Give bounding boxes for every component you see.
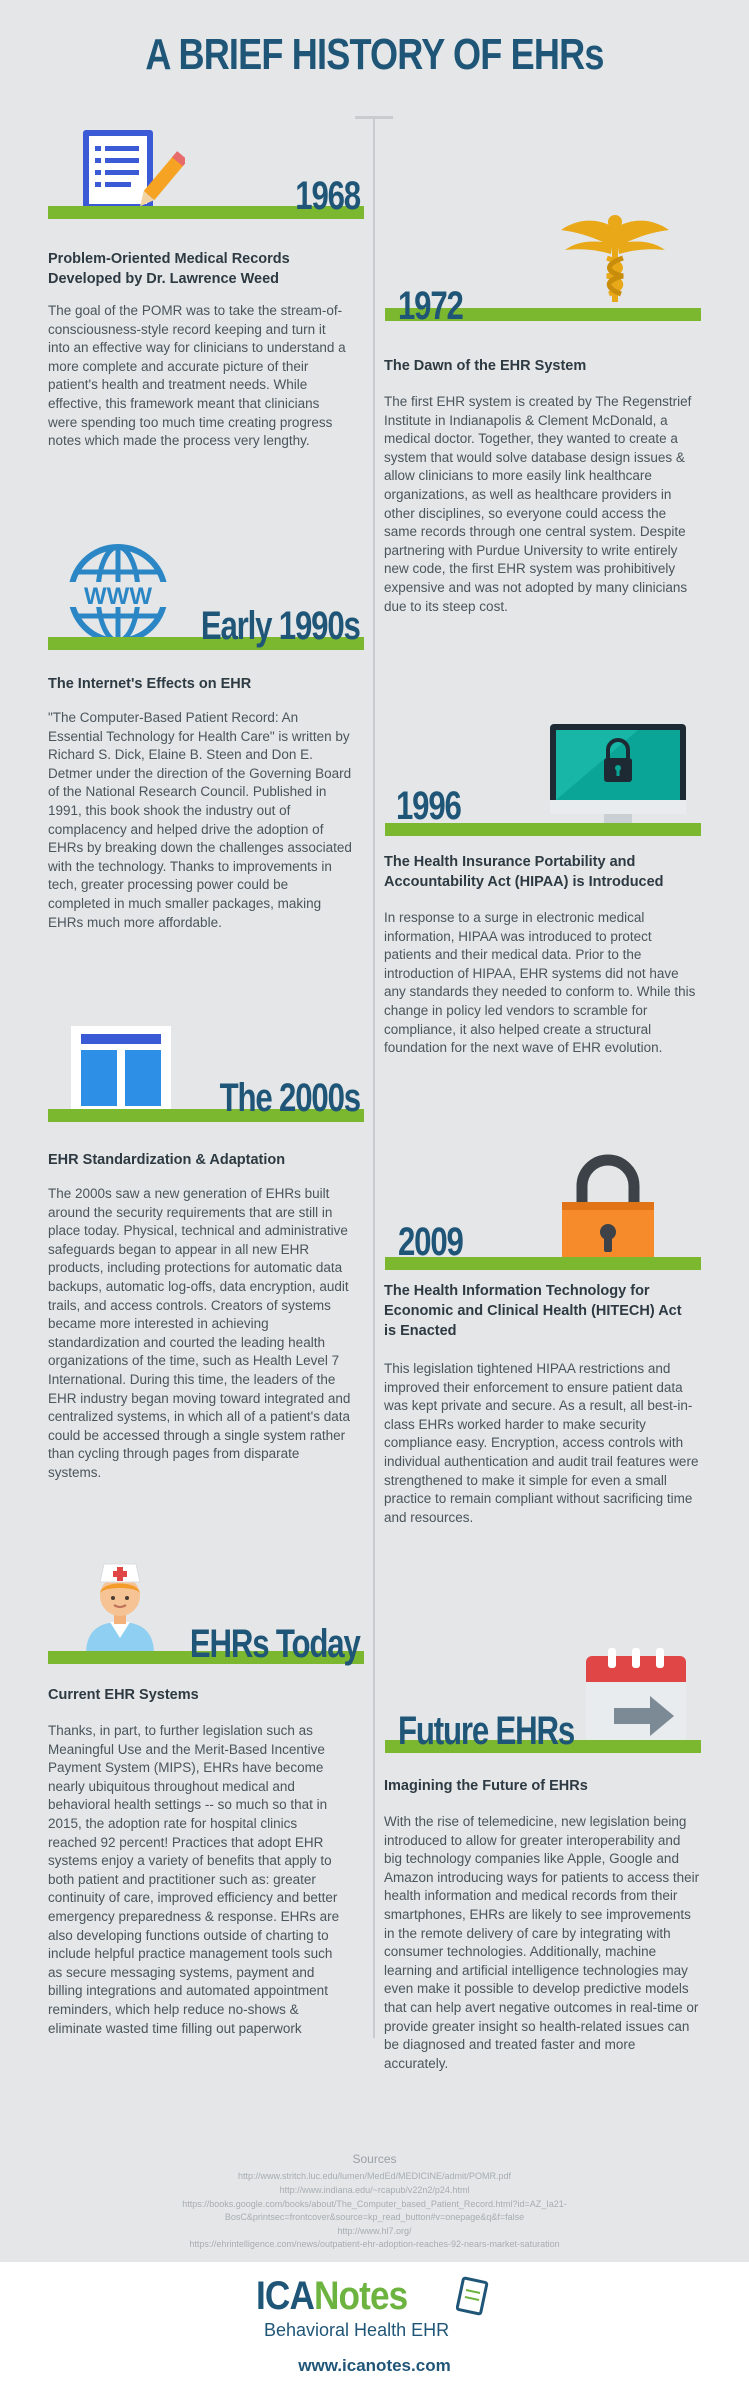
source-link[interactable]: http://www.indiana.edu/~rcapub/v22n2/p24.html [279, 2185, 470, 2195]
section-heading-1996: The Health Insurance Portability and Accountability Act (HIPAA) is Introduced [384, 854, 664, 890]
year-label-future: Future EHRs [398, 1709, 575, 1753]
nurse-icon [72, 1558, 168, 1654]
logo-tagline: Behavioral Health EHR [264, 2320, 450, 2340]
section-body-1972: The first EHR system is created by The Regenstrief Institute in Indianapolis & Clement McDonald, a medical doctor. Together, they wanted to create a system that would solve database design issues & allow clinicians to more easily link healthcare organizations, as well as healthcare providers in other disciplines, so everyone could access the same records through one central system. Despite partnering with Purdue University to write entirely new code, the first EHR system was prohibitively expensive and was not adopted by many clinicians due to its steep cost. [384, 394, 692, 614]
section-heading-future: Imagining the Future of EHRs [384, 1778, 588, 1794]
section-heading-1968: Problem-Oriented Medical Records Developed by Dr. Lawrence Weed [48, 251, 290, 287]
source-link[interactable]: https://ehrintelligence.com/news/outpatient-ehr-adoption-reaches-92-nears-market-saturation [189, 2239, 560, 2249]
page-title: A BRIEF HISTORY OF EHRs [145, 30, 604, 79]
year-label-today: EHRs Today [190, 1622, 360, 1666]
monitor-lock-icon [548, 722, 688, 834]
year-label-1990s: Early 1990s [201, 604, 360, 648]
sources-title: Sources [352, 2152, 397, 2166]
logo-ica: ICA [256, 2274, 314, 2318]
section-body-1968: The goal of the POMR was to take the stream-of-consciousness-style record keeping and turn it into an effective way for clinicians to understand a more complete and accurate picture of their patient's health and treatment needs. While effective, this framework meant that clinicians were spending too much time creating progress notes which made the process very lengthy. [48, 303, 346, 449]
section-body-today: Thanks, in part, to further legislation such as Meaningful Use and the Merit-Based Incentive Payment System (MIPS), EHRs have become nearly ubiquitous throughout medical and behavioral health settings -- so much so that in 2015, the adoption rate for hospital clinics reached 92 percent! Practices that adopt EHR systems enjoy a variety of benefits that apply to both patient and practitioner such as: greater continuity of care, improved efficiency and better emergency preparedness & response. EHRs are also developing functions outside of charting to include helpful practice management tools such as secure messaging systems, payment and billing integrations and automated appointment reminders, which help reduce no-shows & eliminate wasted time filling out paperwork [48, 1723, 340, 2036]
section-heading-1990s: The Internet's Effects on EHR [48, 676, 252, 692]
section-body-2009: This legislation tightened HIPAA restrictions and improved their enforcement to ensure patient data was kept private and secure. As a result, all best-in-class EHRs worked harder to make security compliance easy. Encryption, access controls with individual authentication and audit trail features were strengthened to make it simple for even a small practice to remain compliant without sacrificing time and resources. [384, 1361, 699, 1525]
section-heading-2009: The Health Information Technology for Economic and Clinical Health (HITECH) Act is Enacted [384, 1283, 682, 1339]
source-link[interactable]: http://www.hl7.org/ [337, 2226, 412, 2236]
footer-url[interactable]: www.icanotes.com [298, 2356, 451, 2375]
section-body-2000s: The 2000s saw a new generation of EHRs built around the security requirements that are still in place today. Physical, technical and administrative safeguards began to appear in all new EHR products, including protections for automatic data backups, automatic log-offs, data encryption, audit trails, and access controls. Creators of systems became more interested in achieving standardization and courted the leading health organizations of the time, such as Health Level 7 International. During this time, the leaders of the EHR industry began moving toward integrated and centralized systems, in which all of a patient's data could be accessed through a single system rather than cycling through pages from disparate systems. [48, 1186, 351, 1480]
logo-notes: Notes [313, 2274, 408, 2318]
section-body-1990s: "The Computer-Based Patient Record: An Essential Technology for Health Care" is written by Richard S. Dick, Elaine B. Steen and Don E. Detmer under the direction of the Governing Board of the National Research Council. Published in 1991, this book shook the industry out of complacency and helped drive the adoption of EHRs by breaking down the challenges associated with the technology. Thanks to improvements in tech, greater processing power could be completed in much smaller packages, making EHRs much more affordable. [48, 710, 352, 930]
padlock-icon [556, 1152, 660, 1272]
logo-notepad-icon [456, 2276, 490, 2316]
section-body-1996: In response to a surge in electronic medical information, HIPAA was introduced to protect patients and their medical data. Prior to the introduction of HIPAA, EHR systems did not have any standards they needed to conform to. While this change in policy led vendors to scramble for compliance, it also helped create a structural foundation for the next wave of EHR evolution. [384, 910, 696, 1056]
year-label-1972: 1972 [398, 284, 463, 328]
year-label-2000s: The 2000s [219, 1076, 360, 1120]
icanotes-logo [256, 2270, 496, 2346]
year-label-1996: 1996 [396, 784, 461, 828]
caduceus-icon [555, 210, 675, 305]
timeline-spine [373, 118, 375, 2038]
www-globe-icon [66, 542, 170, 646]
year-label-2009: 2009 [398, 1220, 463, 1264]
source-link[interactable]: BosC&printsec=frontcover&source=kp_read_button#v=onepage&q&f=false [224, 2212, 525, 2222]
source-link[interactable]: https://books.google.com/books/about/The_Computer_based_Patient_Record.html?id=AZ_Ia21- [182, 2199, 567, 2209]
section-body-future: With the rise of telemedicine, new legislation being introduced to allow for greater interoperability and big technology companies like Apple, Google and Amazon introducing ways for patients to access their health information and medical records from their smartphones, EHRs are likely to see improvements in the remote delivery of care by integrating with consumer technologies. Additionally, machine learning and artificial intelligence technologies may even make it possible to develop predictive models that can help avert negative outcomes in real-time or provide greater insight so health-related issues can be diagnosed and treated faster and more accurately. [384, 1814, 700, 2071]
year-label-1968: 1968 [295, 174, 360, 218]
calendar-arrow-icon [584, 1646, 688, 1750]
section-heading-1972: The Dawn of the EHR System [384, 358, 587, 374]
section-heading-today: Current EHR Systems [48, 1687, 199, 1703]
website-layout-icon [71, 1026, 171, 1114]
source-link[interactable]: http://www.stritch.luc.edu/lumen/MedEd/MEDICINE/admit/POMR.pdf [237, 2171, 512, 2181]
www-globe-text: WWW [84, 583, 152, 610]
section-heading-2000s: EHR Standardization & Adaptation [48, 1152, 286, 1168]
